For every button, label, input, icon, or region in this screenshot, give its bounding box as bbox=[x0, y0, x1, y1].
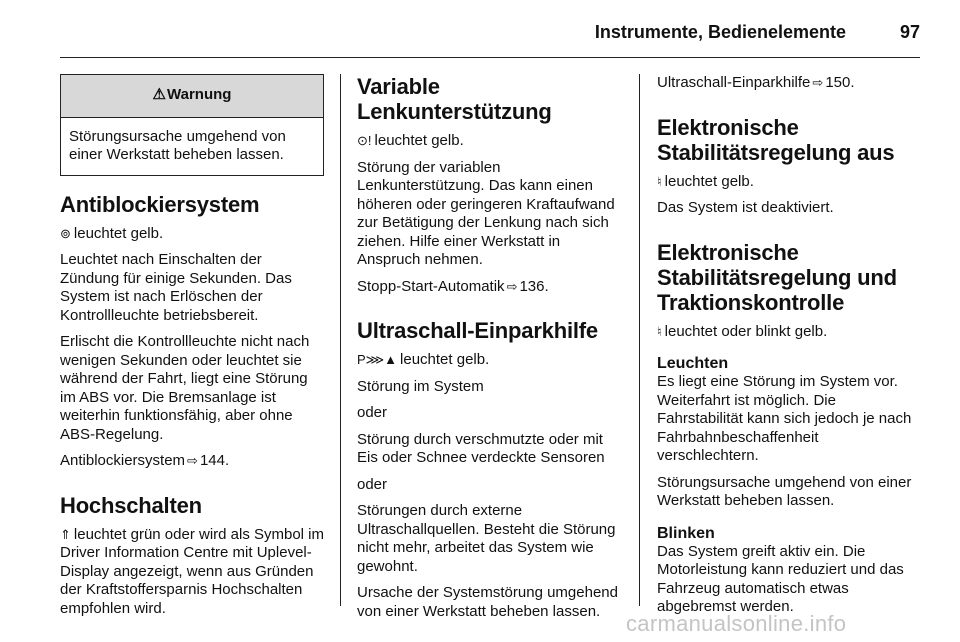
column-divider bbox=[340, 74, 341, 606]
parking-paragraph: Störungen durch externe Ultraschallquellen. Besteht die Störung nicht mehr, arbeitet das System wie gewohnt. bbox=[357, 502, 616, 575]
parking-paragraph: Störung durch verschmutzte oder mit Eis oder Schnee verdeckte Sensoren bbox=[357, 430, 605, 466]
esc-off-heading: Elektronische Stabilitätsregelung aus bbox=[657, 114, 895, 165]
blink-heading: Blinken bbox=[657, 524, 715, 542]
warning-text: Störungsursache umgehend von einer Werkstatt beheben lassen. bbox=[69, 127, 286, 163]
column-divider bbox=[639, 74, 640, 606]
parking-paragraph: Ursache der Systemstörung umgehend von einer Werkstatt beheben lassen. bbox=[357, 584, 618, 620]
warning-triangle-icon: ⚠ bbox=[152, 86, 166, 103]
abs-paragraph: Leuchtet nach Einschalten der Zündung für einige Sekunden. Das System ist nach Erlöschen der Kontrollleuchte betriebsbereit. bbox=[60, 251, 292, 324]
upshift-icon: ⇑ bbox=[60, 526, 71, 542]
header-rule bbox=[60, 57, 920, 58]
lit-paragraph: Es liegt eine Störung im System vor. Weiterfahrt ist möglich. Die Fahrstabilität kann sich jedoch je nach Fahrbahnbeschaffenheit verschlechtern. bbox=[657, 373, 912, 464]
upshift-heading: Hochschalten bbox=[60, 492, 202, 518]
abs-status: ⊚ leuchtet gelb. bbox=[60, 224, 164, 242]
abs-icon: ⊚ bbox=[60, 225, 71, 241]
section-title: Instrumente, Bedienelemente bbox=[594, 22, 846, 42]
blink-paragraph: Das System greift aktiv ein. Die Motorleistung kann reduziert und das Fahrzeug automatisch etwas abgebremst werden. bbox=[657, 542, 904, 615]
column-right bbox=[657, 74, 920, 625]
parking-reference: Ultraschall-Einparkhilfe ⇨ 150. bbox=[657, 74, 855, 91]
parking-heading: Ultraschall-Einparkhilfe bbox=[357, 318, 598, 343]
abs-reference: Antiblockiersystem ⇨ 144. bbox=[60, 452, 230, 469]
upshift-paragraph: ⇑ leuchtet grün oder wird als Symbol im Driver Information Centre mit Uplevel-Display angezeigt, wenn aus Gründen der Kraftstoffersparnis Hochschalten empfohlen wird. bbox=[60, 525, 325, 617]
page-number: 97 bbox=[899, 22, 920, 42]
abs-heading: Antiblockiersystem bbox=[60, 191, 260, 217]
parking-paragraph: Störung im System bbox=[357, 377, 484, 395]
lit-paragraph: Störungsursache umgehend von einer Werkstatt beheben lassen. bbox=[657, 473, 912, 509]
parking-or: oder bbox=[357, 475, 388, 493]
steering-reference: Stopp-Start-Automatik ⇨ 136. bbox=[357, 277, 549, 295]
steering-heading: Variable Lenkunterstützung bbox=[357, 74, 552, 124]
reference-arrow-icon: ⇨ bbox=[187, 453, 198, 468]
parking-status: P⋙▲ leuchtet gelb. bbox=[357, 351, 490, 368]
watermark: carmanualsonline.info bbox=[626, 611, 847, 636]
esc-status: ♮ leuchtet oder blinkt gelb. bbox=[657, 322, 828, 340]
steering-paragraph: Störung der variablen Lenkunterstützung. Das kann einen höheren oder geringeren Kraftaufwand zur Betätigung der Lenkung nach sich ziehen. Hilfe einer Werkstatt in Anspruch nehmen. bbox=[357, 158, 615, 268]
esc-heading: Elektronische Stabilitätsregelung und Traktionskontrolle bbox=[657, 239, 897, 315]
parking-or: oder bbox=[357, 404, 388, 421]
column-middle bbox=[357, 74, 622, 629]
warning-title: ⚠Warnung bbox=[61, 75, 323, 118]
parking-assist-icon: P⋙▲ bbox=[357, 352, 398, 367]
abs-paragraph: Erlischt die Kontrollleuchte nicht nach wenigen Sekunden oder leuchtet sie während der Fahrt, liegt eine Störung im ABS vor. Die Bremsanlage ist weiterhin funktionsfähig, aber ohne ABS-Regelung. bbox=[60, 333, 310, 443]
column-left bbox=[60, 74, 324, 626]
warning-box bbox=[60, 74, 324, 176]
esc-icon: ♮ bbox=[657, 323, 662, 339]
esc-off-paragraph: Das System ist deaktiviert. bbox=[657, 199, 834, 216]
page-header bbox=[60, 22, 920, 56]
esc-off-status: ♮ leuchtet gelb. bbox=[657, 172, 754, 190]
reference-arrow-icon: ⇨ bbox=[812, 75, 824, 90]
esc-off-icon: ♮ bbox=[657, 173, 662, 189]
lit-heading: Leuchten bbox=[657, 355, 729, 372]
steering-status: ⊙! leuchtet gelb. bbox=[357, 132, 464, 149]
steering-warning-icon: ⊙! bbox=[357, 133, 372, 148]
reference-arrow-icon: ⇨ bbox=[506, 278, 518, 294]
